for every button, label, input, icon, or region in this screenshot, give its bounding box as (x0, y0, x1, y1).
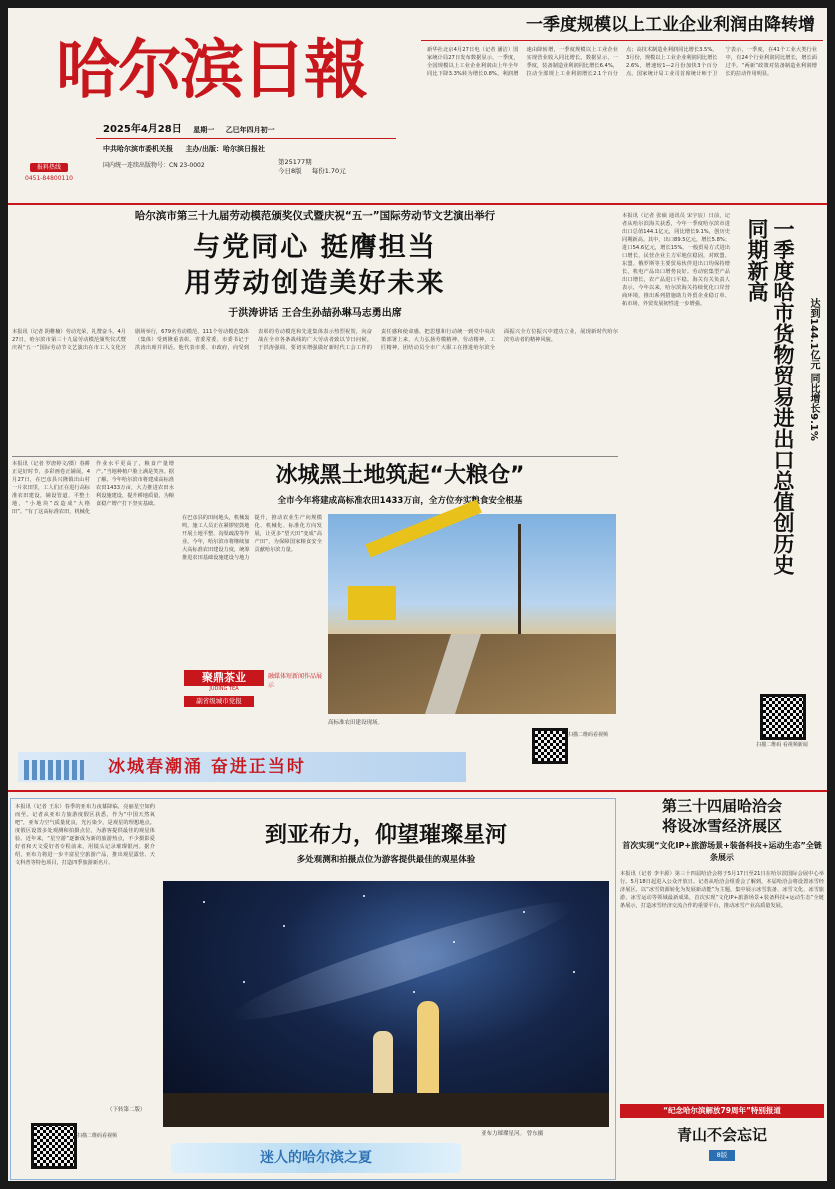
lead-title-1: 与党同心 挺膺担当 (193, 232, 437, 263)
publisher: 主办/出版：哈尔滨日报社 (185, 145, 265, 153)
lead-title-2: 用劳动创造美好未来 (184, 268, 446, 299)
spring-banner (18, 752, 466, 782)
trade-qr-caption: 扫描二维码 看视频新闻 (756, 742, 808, 748)
aurora-body: 本报讯（记者 王东）春季的亚布力夜幕降临，亮丽星空如约而至。记者从亚布力旅游度假区获悉，作为“中国天然氧吧”，亚布力空气质量优良，光污染少，是观星的理想地点。度假区设置多处观测和拍摄点位，为游客提供最佳的观星体验。近年来，“星空游”逐渐成为新的旅游热点，不少摄影爱好者和天文爱好者专程前来，用镜头记录璀璨银河。据介绍，亚布力将进一步丰富星空旅游产品，推出观星露营、天文科普等特色项目，打造四季旅游新名片。 (15, 804, 155, 866)
issue-info (278, 158, 346, 176)
lead-divider (12, 456, 618, 457)
lead-body: 本报讯（记者 阴稚楠）劳动光荣，礼赞奋斗。4月27日，哈尔滨市第三十九届劳动模范颁奖仪式暨庆祝“五一”国际劳动节文艺演出在市工人文化宫剧场举行，679名劳动模范、111个劳动模范集体（集体）受到隆重表彰。省委常委、市委书记于洪涛出席并讲话。他代表市委、市政府，向受到表彰的劳动模范和先进集体表示热烈祝贺，向奋战在全市各条战线的广大劳动者致以节日问候。于洪涛强调，要切实增强做好新时代工会工作的责任感和使命感，把思想和行动统一到党中央决策部署上来，大力弘扬劳模精神、劳动精神、工匠精神，团结动员全市广大职工在推进哈尔滨全面振兴全方位振兴中建功立业，展现新时代哈尔滨劳动者的精神风貌。 (12, 329, 618, 351)
aurora-title: 到亚布力，仰望璀璨星河 (264, 823, 507, 848)
expo-title-2: 将设冰雪经济展区 (661, 817, 782, 835)
aurora-photo (163, 881, 609, 1127)
issn-line (103, 160, 205, 169)
tea-ad-tag: 副省级城市党报 (184, 696, 254, 707)
lead-subtitle: 于洪涛讲话 王合生孙喆孙琳马志勇出席 (228, 308, 402, 319)
grain-body-left: 本报讯（记者 罗唐婷文/摄）春耕正是好时节，多彩画卷正铺展。4月27日，在巴彦县兴隆镇出山村一片农田里，工人们正在进行高标准农田建设，铺设管道、平整土地，“小地块”改造成“大格田”。“有了这高标准农田，机械化作业水平更高了，粮食产量增产。”当地种植户脸上满是笑容。据了解，今年哈尔滨市将建成高标准农田1433万亩，大力推进农田水利设施建设，提升耕地质量，为粮食稳产增产打下坚实基础。 (12, 461, 174, 515)
excavator-body (348, 586, 396, 620)
grain-qr-caption: 扫描二维码看视频 (568, 732, 609, 738)
utility-pole (518, 524, 521, 644)
aurora-qr-caption: 扫描二维码看视频 (77, 1133, 118, 1139)
trade-qr-code[interactable] (760, 694, 806, 740)
grain-photo-caption: 高标准农田建设现场。 (328, 720, 384, 726)
lunar-date: 乙巳年四月初一 (225, 126, 275, 134)
top-story-headline: 一季度规模以上工业企业利润由降转增 (526, 15, 815, 35)
price: 每份1.70元 (311, 167, 346, 175)
weekday: 星期一 (193, 126, 215, 134)
lead-story (12, 208, 618, 452)
grain-qr-code[interactable] (532, 728, 568, 764)
masthead-bottom-rule (8, 203, 827, 205)
date-line (103, 120, 275, 135)
expo-story (620, 796, 824, 1096)
top-story (421, 12, 823, 198)
grain-title: 冰城黑土地筑起“大粮仓” (275, 463, 525, 488)
aurora-caption: 亚布力璀璨星河。 曾东摄 (481, 1131, 544, 1137)
lead-kicker: 哈尔滨市第三十九届劳动模范颁奖仪式暨庆祝“五一”国际劳动节文艺演出举行 (134, 210, 496, 222)
hotline-number: 0451-84800110 (25, 175, 73, 182)
top-story-rule (421, 40, 823, 41)
trade-body: 本报讯（记者 张硕 通讯员 宋宇宸）日前，记者从哈尔滨海关获悉，今年一季度哈尔滨市进出口总值144.1亿元，同比增长9.1%，创历史同期新高。其中，出口89.5亿元，增长5.8%；进口54.6亿元，增长15%。一般贸易方式进出口增长，民营企业主力军地位稳固，对欧盟、东盟、俄罗斯等主要贸易伙伴进出口均保持增长，机电产品出口增势良好。劳动密集型产品出口增长，农产品进口平稳。海关有关负责人表示，今年以来，哈尔滨海关持续优化口岸营商环境，推出系列措施助力外贸企业稳订单、拓市场，外贸发展韧性进一步增强。 (622, 213, 730, 307)
sponsor: 中共哈尔滨市委机关报 (103, 145, 173, 153)
tea-ad-brand-en: JUDING TEA (209, 686, 239, 692)
village-ground (163, 1093, 609, 1127)
issue-number: 第25177期 (278, 158, 312, 166)
sponsor-line (103, 144, 265, 154)
masthead-logo: 哈尔滨日報 (56, 33, 366, 108)
summer-banner (171, 1143, 461, 1173)
tower-right (417, 1001, 439, 1101)
grain-subtitle: 全市今年将建成高标准农田1433万亩，全方位夯实粮食安全根基 (277, 496, 523, 506)
expo-title-1: 第三十四届哈洽会 (661, 797, 782, 815)
promo-label: “纪念哈尔滨解放79周年”特别报道 (620, 1104, 824, 1118)
skyline-icon (24, 760, 84, 780)
issn: 国内统一连续出版物号：CN 23-0002 (103, 162, 205, 169)
aurora-story (10, 798, 616, 1180)
milky-way (226, 886, 581, 1035)
grain-story (12, 460, 618, 760)
spring-banner-text: 冰城春潮涌 奋进正当时 (108, 757, 306, 777)
page-count: 今日8版 (278, 167, 302, 175)
tea-ad (184, 670, 322, 730)
aurora-qr-code[interactable] (31, 1123, 77, 1169)
date: 2025年4月28日 (103, 124, 182, 135)
expo-body: 本报讯（记者 李丰源）第三十四届哈洽会将于5月17日至21日在哈尔滨国际会展中心举行。5月18日起进入公众开放日。记者从哈洽会组委会了解到，本届哈洽会将设置冰雪经济展区，以“冰雪资源转化为发展新动能”为主题，集中展示冰雪装备、冰雪文化、冰雪旅游、冰雪运动等领域最新成果，首次实现“文化IP+旅游场景+装备科技+运动生态”全链条展示，打造冰雪经济交流合作的重要平台，推动冰雪产业高质量发展。 (620, 871, 824, 909)
trade-subtitle: 达到144.1亿元 同比增长9.1% (808, 298, 819, 441)
tower-left (373, 1031, 393, 1101)
tea-ad-brand: 聚鼎茶业 (184, 670, 264, 686)
top-story-body: 新华社北京4月27日电（记者 潘洁）国家统计局27日发布数据显示，一季度，全国规模以上工业企业利润由上年全年同比下降3.3%转为增长0.8%。利润增速由降转增，一季度规模以上工业企业实现营业收入同比增长。数据显示，一季度，装备制造业利润同比增长6.4%，拉动全部规上工业利润增长2.1个百分点；高技术制造业利润同比增长3.5%。3月份，规模以上工业企业利润同比增长2.6%，增速较1—2月份加快3个百分点。国家统计局工业司首席统计师于卫宁表示，一季度，在41个工业大类行业中，有24个行业利润同比增长，增长面过半。“两新”政策对装备制造业利润增长的拉动作用明显。 (427, 47, 817, 77)
tea-ad-tag2: 融媒体短新闻作品展示 (268, 673, 323, 689)
section-divider (8, 790, 827, 792)
hotline-label: 报料热线 (30, 163, 68, 172)
aurora-more: （下转第二版） (107, 1107, 146, 1113)
newspaper-page (8, 8, 827, 1181)
expo-subtitle: 首次实现“文化IP+旅游场景+装备科技+运动生态”全链条展示 (622, 841, 822, 862)
summer-banner-text: 迷人的哈尔滨之夏 (260, 1150, 372, 1166)
aurora-subtitle: 多处观测和拍摄点位为游客提供最佳的观星体验 (296, 855, 476, 865)
promo-box[interactable] (620, 1104, 824, 1178)
grain-body-right: 在巴彦县的田间地头，机械轰鸣，施工人员正在紧锣密鼓地开展土地平整、沟渠疏浚等作业。今年，哈尔滨市将继续加大高标准农田建设力度，统筹推进农田基础设施建设与地力提升，推动农业生产向规模化、机械化、标准化方向发展，让更多“望天田”变成“高产田”，为保障国家粮食安全贡献哈尔滨力量。 (182, 515, 322, 561)
promo-page: 8版 (709, 1150, 735, 1161)
masthead (8, 8, 416, 198)
promo-title: 青山不会忘记 (676, 1126, 767, 1144)
trade-story (622, 208, 824, 788)
excavator-arm (365, 500, 482, 558)
masthead-rule (96, 138, 396, 139)
trade-title: 一季度哈市货物贸易进出口总值创历史同期新高 (745, 218, 795, 575)
hotline-box (18, 163, 80, 193)
grain-photo (328, 514, 616, 714)
